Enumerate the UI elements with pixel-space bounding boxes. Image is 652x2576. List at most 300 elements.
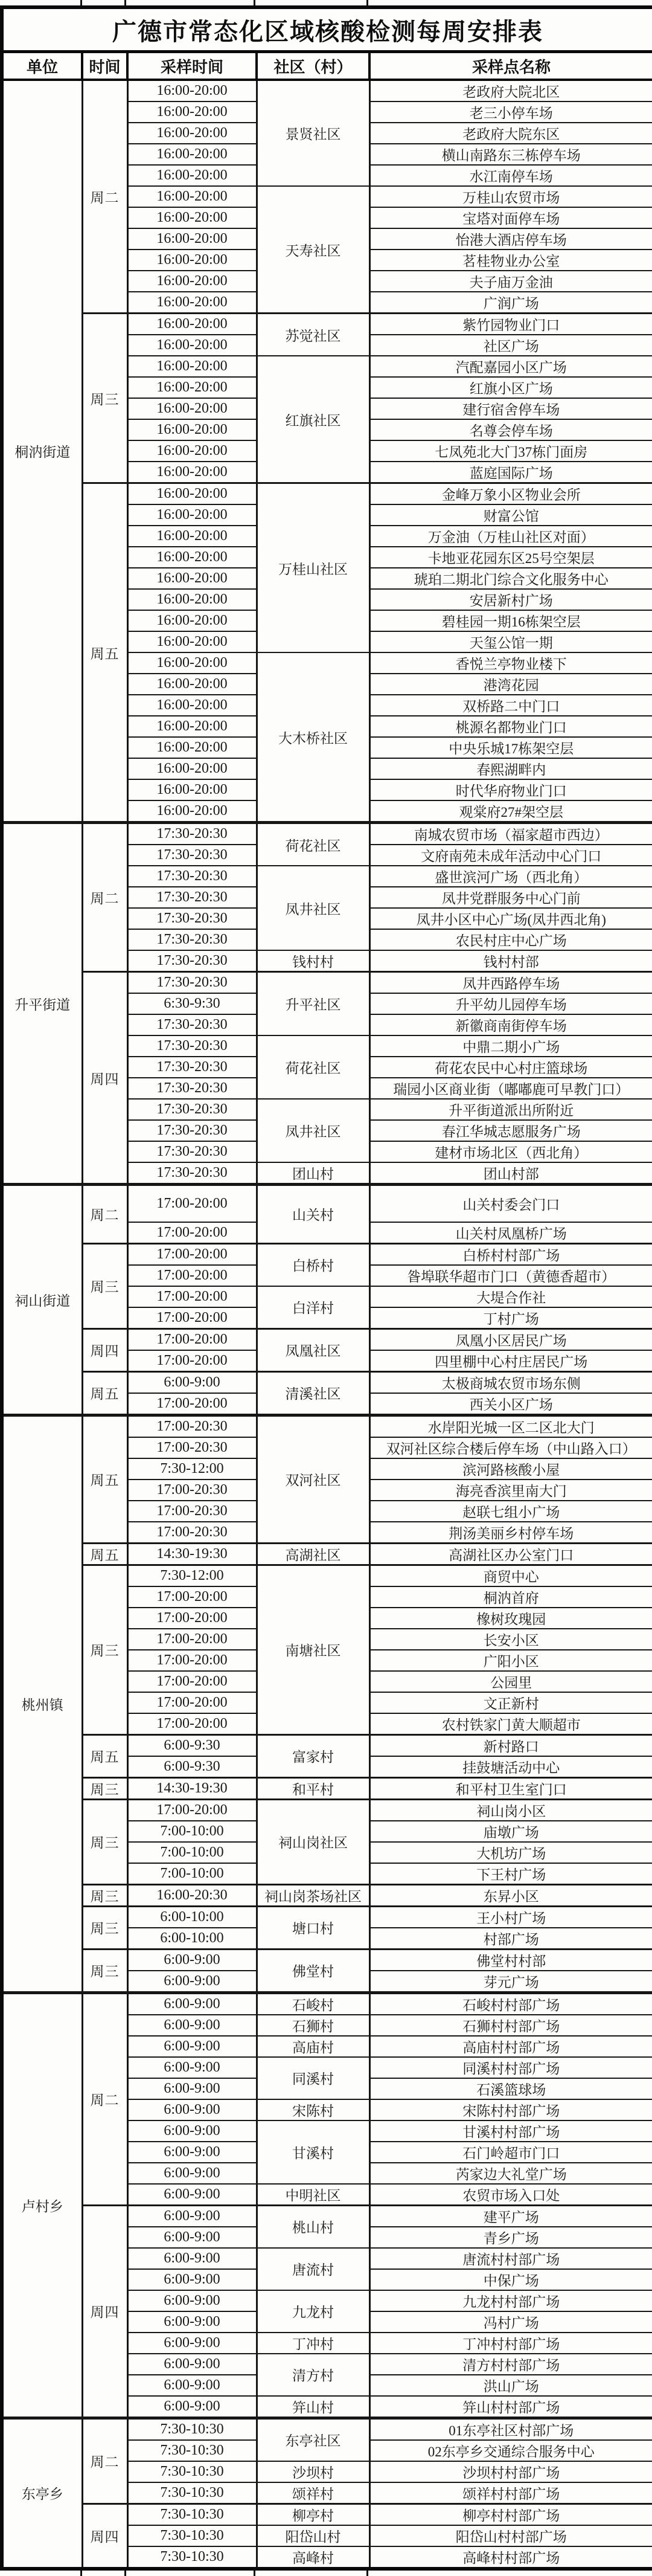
site-name-cell: 时代华府物业门口 [369, 779, 652, 800]
crop-line [80, 2571, 82, 2576]
site-name-cell: 唐流村村部广场 [369, 2248, 652, 2269]
day-cell: 周二 [82, 1992, 127, 2205]
site-name-cell: 宝塔对面停车场 [369, 207, 652, 228]
site-name-cell: 万桂山农贸市场 [369, 186, 652, 207]
site-name-cell: 山关村委会门口 [369, 1185, 652, 1222]
site-name-cell: 万金油（万桂山社区对面） [369, 526, 652, 547]
site-name-cell: 建材市场北区（西北角） [369, 1141, 652, 1162]
site-name-cell: 甘溪村村部广场 [369, 2120, 652, 2142]
site-name-cell: 凤井党群服务中心门前 [369, 887, 652, 908]
day-cell: 周四 [82, 2504, 127, 2569]
community-cell: 甘溪村 [257, 2120, 369, 2184]
sampling-time-cell: 17:00-20:00 [127, 1307, 257, 1329]
site-name-cell: 柳亭村村部广场 [369, 2504, 652, 2525]
sampling-time-cell: 16:00-20:00 [127, 123, 257, 144]
top-crop-remnant [0, 0, 652, 5]
table-row [2, 1734, 652, 1756]
sampling-time-cell: 6:00-9:00 [127, 1992, 257, 2015]
sampling-time-cell: 6:00-9:00 [127, 2269, 257, 2290]
community-cell: 荷花社区 [257, 823, 369, 866]
site-name-cell: 安居新村广场 [369, 589, 652, 610]
sampling-time-cell: 6:00-9:00 [127, 1949, 257, 1971]
site-name-cell: 升平幼儿园停车场 [369, 993, 652, 1014]
community-cell: 宋陈村 [257, 2099, 369, 2120]
sampling-time-cell: 16:00-20:00 [127, 610, 257, 631]
site-name-cell: 沙坝村村部广场 [369, 2461, 652, 2482]
sampling-time-cell: 16:00-20:00 [127, 800, 257, 823]
sampling-time-cell: 17:30-20:30 [127, 1120, 257, 1141]
sampling-time-cell: 7:30-12:00 [127, 1458, 257, 1480]
sampling-time-cell: 17:00-20:00 [127, 1328, 257, 1350]
sampling-time-cell: 16:00-20:00 [127, 250, 257, 271]
table-row [2, 1992, 652, 2015]
sampling-time-cell: 7:00-10:00 [127, 1842, 257, 1863]
community-cell: 万桂山社区 [257, 483, 369, 653]
site-name-cell: 横山南路东三栋停车场 [369, 144, 652, 165]
sampling-time-cell: 17:00-20:30 [127, 1522, 257, 1544]
table-row [2, 1777, 652, 1799]
site-name-cell: 洪山广场 [369, 2375, 652, 2396]
crop-line [254, 2571, 255, 2576]
community-cell: 同溪村 [257, 2057, 369, 2099]
sampling-time-cell: 6:00-9:00 [127, 2163, 257, 2184]
site-name-cell: 建行宿舍停车场 [369, 398, 652, 419]
sampling-time-cell: 6:00-9:00 [127, 2375, 257, 2396]
site-name-cell: 七凤苑北大门37栋门面房 [369, 440, 652, 462]
site-name-cell: 祠山岗小区 [369, 1799, 652, 1821]
crop-line [254, 0, 255, 5]
site-name-cell: 老政府大院北区 [369, 80, 652, 101]
sampling-time-cell: 16:00-20:00 [127, 207, 257, 228]
site-name-cell: 名尊会停车场 [369, 419, 652, 440]
sampling-time-cell: 17:00-20:00 [127, 1243, 257, 1265]
schedule-table [0, 5, 652, 2571]
site-name-cell: 凤井小区中心广场(凤井西北角) [369, 908, 652, 929]
sampling-time-cell: 6:00-9:30 [127, 1756, 257, 1778]
sampling-time-cell: 16:00-20:00 [127, 589, 257, 610]
site-name-cell: 大机坊广场 [369, 1842, 652, 1863]
site-name-cell: 赵联七组小广场 [369, 1501, 652, 1522]
table-row [2, 2418, 652, 2440]
table-row [2, 1799, 652, 1821]
day-cell: 周二 [82, 823, 127, 972]
sampling-time-cell: 16:00-20:00 [127, 674, 257, 695]
sampling-time-cell: 6:00-9:00 [127, 2333, 257, 2354]
day-cell: 周五 [82, 1543, 127, 1565]
site-name-cell: 白桥村村部广场 [369, 1243, 652, 1265]
site-name-cell: 团山村部 [369, 1162, 652, 1185]
community-cell: 唐流村 [257, 2248, 369, 2290]
community-cell: 九龙村 [257, 2290, 369, 2333]
community-cell: 高湖社区 [257, 1543, 369, 1565]
sampling-time-cell: 16:00-20:00 [127, 716, 257, 737]
community-cell: 荷花社区 [257, 1035, 369, 1099]
sampling-time-cell: 7:30-10:30 [127, 2461, 257, 2482]
site-name-cell: 颂祥村村部广场 [369, 2482, 652, 2504]
community-cell: 东亭社区 [257, 2418, 369, 2461]
site-name-cell: 春熙湖畔内 [369, 758, 652, 779]
site-name-cell: 挂鼓塘活动中心 [369, 1756, 652, 1778]
sampling-time-cell: 6:00-9:00 [127, 2120, 257, 2142]
sampling-time-cell: 17:00-20:00 [127, 1629, 257, 1650]
sampling-time-cell: 14:30-19:30 [127, 1777, 257, 1799]
sampling-time-cell: 17:00-20:00 [127, 1265, 257, 1286]
site-name-cell: 海亮香滨里南大门 [369, 1480, 652, 1501]
site-name-cell: 中鼎二期小广场 [369, 1035, 652, 1057]
community-cell: 富家村 [257, 1734, 369, 1777]
sampling-time-cell: 17:00-20:00 [127, 1608, 257, 1629]
table-row [2, 483, 652, 505]
sampling-time-cell: 17:00-20:00 [127, 1713, 257, 1735]
community-cell: 清方村 [257, 2354, 369, 2396]
sampling-time-cell: 6:00-9:00 [127, 2078, 257, 2099]
unit-cell: 卢村乡 [2, 1992, 82, 2418]
sampling-time-cell: 17:00-20:00 [127, 1799, 257, 1821]
sampling-time-cell: 7:30-10:30 [127, 2482, 257, 2504]
unit-cell: 桃州镇 [2, 1415, 82, 1992]
community-cell: 石峻村 [257, 1992, 369, 2015]
day-cell: 周五 [82, 1415, 127, 1543]
sampling-time-cell: 16:00-20:00 [127, 335, 257, 356]
table-row [2, 1185, 652, 1222]
site-name-cell: 社区广场 [369, 335, 652, 356]
site-name-cell: 滨河路核酸小屋 [369, 1458, 652, 1480]
day-cell: 周三 [82, 1906, 127, 1949]
sampling-time-cell: 16:00-20:00 [127, 186, 257, 207]
column-header-0: 单位 [2, 52, 82, 80]
site-name-cell: 九龙村村部广场 [369, 2290, 652, 2311]
site-name-cell: 升平街道派出所附近 [369, 1099, 652, 1120]
community-cell: 柳亭村 [257, 2504, 369, 2525]
table-row [2, 1543, 652, 1565]
sampling-time-cell: 6:00-9:00 [127, 2354, 257, 2375]
site-name-cell: 碧桂园一期16栋架空层 [369, 610, 652, 631]
site-name-cell: 荆汤美丽乡村停车场 [369, 1522, 652, 1544]
sampling-time-cell: 17:00-20:00 [127, 1586, 257, 1608]
sampling-time-cell: 6:00-9:00 [127, 2142, 257, 2163]
site-name-cell: 红旗小区广场 [369, 377, 652, 398]
sampling-time-cell: 17:00-20:00 [127, 1671, 257, 1692]
community-cell: 中明社区 [257, 2184, 369, 2206]
site-name-cell: 钱村村部 [369, 950, 652, 972]
community-cell: 凤井社区 [257, 1099, 369, 1162]
site-name-cell: 中保广场 [369, 2269, 652, 2290]
site-name-cell: 水岸阳光城一区二区北大门 [369, 1415, 652, 1437]
table-row [2, 1328, 652, 1350]
sampling-time-cell: 17:30-20:30 [127, 1078, 257, 1099]
site-name-cell: 公园里 [369, 1671, 652, 1692]
site-name-cell: 老三小停车场 [369, 101, 652, 123]
sampling-time-cell: 16:00-20:00 [127, 737, 257, 758]
sampling-time-cell: 17:00-20:00 [127, 1286, 257, 1307]
site-name-cell: 金峰万象小区物业会所 [369, 483, 652, 505]
column-header-2: 采样时间 [127, 52, 257, 80]
sampling-time-cell: 7:00-10:00 [127, 1821, 257, 1842]
sampling-time-cell: 17:30-20:30 [127, 1162, 257, 1185]
day-cell: 周三 [82, 1884, 127, 1906]
sampling-time-cell: 7:30-10:30 [127, 2440, 257, 2461]
unit-cell: 祠山街道 [2, 1185, 82, 1415]
sampling-time-cell: 16:00-20:00 [127, 440, 257, 462]
site-name-cell: 石狮村村部广场 [369, 2015, 652, 2036]
sampling-time-cell: 17:30-20:30 [127, 908, 257, 929]
sampling-time-cell: 17:30-20:30 [127, 1035, 257, 1057]
sampling-time-cell: 16:00-20:00 [127, 292, 257, 314]
community-cell: 升平社区 [257, 972, 369, 1036]
sampling-time-cell: 17:00-20:00 [127, 1222, 257, 1244]
sampling-time-cell: 16:00-20:00 [127, 377, 257, 398]
site-name-cell: 石门岭超市门口 [369, 2142, 652, 2163]
sampling-time-cell: 16:00-20:00 [127, 314, 257, 335]
sampling-time-cell: 6:00-9:00 [127, 2015, 257, 2036]
sampling-time-cell: 17:00-20:00 [127, 1692, 257, 1713]
table-row [2, 2504, 652, 2525]
site-name-cell: 中央乐城17栋架空层 [369, 737, 652, 758]
site-name-cell: 农民村庄中心广场 [369, 929, 652, 950]
community-cell: 和平村 [257, 1777, 369, 1799]
sampling-time-cell: 16:00-20:00 [127, 228, 257, 250]
sampling-time-cell: 17:00-20:00 [127, 1185, 257, 1222]
site-name-cell: 文正新村 [369, 1692, 652, 1713]
site-name-cell: 商贸中心 [369, 1565, 652, 1586]
sampling-time-cell: 16:00-20:00 [127, 101, 257, 123]
site-name-cell: 和平村卫生室门口 [369, 1777, 652, 1799]
sampling-time-cell: 16:00-20:00 [127, 526, 257, 547]
column-header-row [2, 52, 652, 80]
site-name-cell: 琥珀二期北门综合文化服务中心 [369, 568, 652, 589]
community-cell: 高峰村 [257, 2546, 369, 2569]
sampling-time-cell: 17:30-20:30 [127, 972, 257, 994]
crop-line [80, 0, 82, 5]
table-row [2, 1949, 652, 1971]
site-name-cell: 观棠府27#架空层 [369, 800, 652, 823]
community-cell: 山关村 [257, 1185, 369, 1244]
sampling-time-cell: 6:00-10:00 [127, 1906, 257, 1928]
site-name-cell: 东昇小区 [369, 1884, 652, 1906]
sampling-time-cell: 16:00-20:00 [127, 695, 257, 716]
site-name-cell: 西关小区广场 [369, 1393, 652, 1415]
community-cell: 凤凰社区 [257, 1328, 369, 1371]
site-name-cell: 蓝庭国际广场 [369, 462, 652, 483]
site-name-cell: 高峰村村部广场 [369, 2546, 652, 2569]
site-name-cell: 桃源名都物业门口 [369, 716, 652, 737]
sampling-time-cell: 6:00-9:00 [127, 2248, 257, 2269]
sampling-time-cell: 17:30-20:30 [127, 845, 257, 866]
sampling-time-cell: 17:30-20:30 [127, 950, 257, 972]
table-row [2, 1243, 652, 1265]
day-cell: 周五 [82, 483, 127, 823]
sampling-time-cell: 6:00-9:00 [127, 2057, 257, 2078]
community-cell: 苏觉社区 [257, 314, 369, 356]
table-row [2, 1371, 652, 1393]
day-cell: 周四 [82, 1328, 127, 1371]
sampling-time-cell: 7:00-10:00 [127, 1863, 257, 1885]
site-name-cell: 荷花农民中心村庄篮球场 [369, 1057, 652, 1078]
day-cell: 周三 [82, 1777, 127, 1799]
column-header-1: 时间 [82, 52, 127, 80]
site-name-cell: 老政府大院东区 [369, 123, 652, 144]
site-name-cell: 汽配嘉园小区广场 [369, 356, 652, 377]
sampling-time-cell: 16:00-20:00 [127, 568, 257, 589]
table-row [2, 2205, 652, 2227]
sampling-time-cell: 17:00-20:30 [127, 1480, 257, 1501]
site-name-cell: 凤井西路停车场 [369, 972, 652, 994]
table-row [2, 1884, 652, 1906]
sampling-time-cell: 17:30-20:30 [127, 929, 257, 950]
site-name-cell: 广润广场 [369, 292, 652, 314]
community-cell: 清溪社区 [257, 1371, 369, 1415]
community-cell: 塘口村 [257, 1906, 369, 1949]
sampling-time-cell: 17:00-20:30 [127, 1501, 257, 1522]
site-name-cell: 宋陈村村部广场 [369, 2099, 652, 2120]
sampling-time-cell: 17:00-20:30 [127, 1415, 257, 1437]
day-cell: 周三 [82, 1565, 127, 1734]
crop-line [124, 0, 126, 5]
community-cell: 桃山村 [257, 2205, 369, 2248]
site-name-cell: 广阳小区 [369, 1650, 652, 1671]
community-cell: 白洋村 [257, 1286, 369, 1329]
title-row [2, 7, 652, 52]
site-name-cell: 新村路口 [369, 1734, 652, 1756]
sampling-time-cell: 6:00-9:00 [127, 2099, 257, 2120]
site-name-cell: 02东亭乡交通综合服务中心 [369, 2440, 652, 2461]
sampling-time-cell: 16:00-20:00 [127, 165, 257, 186]
site-name-cell: 水江南停车场 [369, 165, 652, 186]
community-cell: 颂祥村 [257, 2482, 369, 2504]
sampling-time-cell: 6:00-9:00 [127, 2227, 257, 2248]
community-cell: 大木桥社区 [257, 652, 369, 823]
sampling-time-cell: 17:00-20:00 [127, 1350, 257, 1372]
day-cell: 周三 [82, 1243, 127, 1328]
site-name-cell: 香悦兰亭物业楼下 [369, 652, 652, 674]
day-cell: 周四 [82, 972, 127, 1185]
site-name-cell: 佛堂村村部 [369, 1949, 652, 1971]
community-cell: 钱村村 [257, 950, 369, 972]
site-name-cell: 怡港大酒店停车场 [369, 228, 652, 250]
column-header-3: 社区（村） [257, 52, 369, 80]
day-cell: 周二 [82, 80, 127, 314]
table-row [2, 823, 652, 845]
site-name-cell: 石峻村村部广场 [369, 1992, 652, 2015]
site-name-cell: 笄山村村部广场 [369, 2396, 652, 2418]
day-cell: 周四 [82, 2205, 127, 2418]
site-name-cell: 芽元广场 [369, 1971, 652, 1993]
community-cell: 笄山村 [257, 2396, 369, 2418]
site-name-cell: 瑞园小区商业街（嘟嘟鹿可早教门口） [369, 1078, 652, 1099]
table-row [2, 1906, 652, 1928]
community-cell: 佛堂村 [257, 1949, 369, 1992]
day-cell: 周三 [82, 1949, 127, 1992]
unit-cell: 东亭乡 [2, 2418, 82, 2569]
site-name-cell: 财富公馆 [369, 504, 652, 526]
sampling-time-cell: 6:00-9:00 [127, 2184, 257, 2206]
community-cell: 沙坝村 [257, 2461, 369, 2482]
table-row [2, 80, 652, 101]
site-name-cell: 丁村广场 [369, 1307, 652, 1329]
site-name-cell: 大堤合作社 [369, 1286, 652, 1307]
sampling-time-cell: 6:00-9:00 [127, 2396, 257, 2418]
sampling-time-cell: 6:00-9:00 [127, 2205, 257, 2227]
sampling-time-cell: 16:00-20:00 [127, 652, 257, 674]
community-cell: 白桥村 [257, 1243, 369, 1286]
site-name-cell: 新徽商南街停车场 [369, 1014, 652, 1035]
sampling-time-cell: 16:00-20:00 [127, 504, 257, 526]
sampling-time-cell: 6:00-9:00 [127, 2036, 257, 2057]
site-name-cell: 昝埠联华超市门口（黄德香超市） [369, 1265, 652, 1286]
day-cell: 周五 [82, 1371, 127, 1415]
site-name-cell: 下王村广场 [369, 1863, 652, 1885]
sampling-time-cell: 17:30-20:30 [127, 1014, 257, 1035]
crop-line [366, 0, 368, 5]
sampling-time-cell: 17:30-20:30 [127, 1141, 257, 1162]
site-name-cell: 石溪篮球场 [369, 2078, 652, 2099]
page-title: 广德市常态化区域核酸检测每周安排表 [2, 7, 652, 52]
sampling-time-cell: 16:00-20:00 [127, 144, 257, 165]
day-cell: 周三 [82, 314, 127, 483]
site-name-cell: 夫子庙万金油 [369, 271, 652, 292]
column-header-4: 采样点名称 [369, 52, 652, 80]
sampling-time-cell: 16:00-20:00 [127, 758, 257, 779]
site-name-cell: 01东亭社区村部广场 [369, 2418, 652, 2440]
unit-cell: 桐汭街道 [2, 80, 82, 823]
community-cell: 石狮村 [257, 2015, 369, 2036]
sampling-time-cell: 17:00-20:00 [127, 1393, 257, 1415]
site-name-cell: 清方村村部广场 [369, 2354, 652, 2375]
sampling-time-cell: 16:00-20:00 [127, 80, 257, 101]
site-name-cell: 双河社区综合楼后停车场（中山路入口） [369, 1437, 652, 1458]
community-cell: 祠山岗茶场社区 [257, 1884, 369, 1906]
sampling-time-cell: 16:00-20:00 [127, 398, 257, 419]
community-cell: 南塘社区 [257, 1565, 369, 1734]
sampling-time-cell: 17:30-20:30 [127, 1099, 257, 1120]
site-name-cell: 紫竹园物业门口 [369, 314, 652, 335]
unit-cell: 升平街道 [2, 823, 82, 1185]
sampling-time-cell: 16:00-20:00 [127, 356, 257, 377]
community-cell: 祠山岗社区 [257, 1799, 369, 1884]
table-row [2, 314, 652, 335]
crop-line [124, 2571, 126, 2576]
bottom-crop-remnant [0, 2571, 652, 2576]
site-name-cell: 南城农贸市场（福家超市西边） [369, 823, 652, 845]
sampling-time-cell: 16:00-20:00 [127, 419, 257, 440]
site-name-cell: 凤凰小区居民广场 [369, 1328, 652, 1350]
community-cell: 凤井社区 [257, 866, 369, 950]
sampling-time-cell: 16:00-20:00 [127, 271, 257, 292]
community-cell: 景贤社区 [257, 80, 369, 186]
site-name-cell: 卡地亚花园东区25号空架层 [369, 547, 652, 568]
day-cell: 周二 [82, 2418, 127, 2504]
site-name-cell: 建平广场 [369, 2205, 652, 2227]
sampling-time-cell: 7:30-10:30 [127, 2418, 257, 2440]
sampling-time-cell: 7:30-10:30 [127, 2504, 257, 2525]
sampling-time-cell: 6:00-9:30 [127, 1734, 257, 1756]
sampling-time-cell: 6:00-9:00 [127, 1371, 257, 1393]
site-name-cell: 春江华城志愿服务广场 [369, 1120, 652, 1141]
site-name-cell: 盛世滨河广场（西北角） [369, 866, 652, 887]
sampling-time-cell: 17:00-20:30 [127, 1437, 257, 1458]
sampling-time-cell: 16:00-20:00 [127, 547, 257, 568]
site-name-cell: 茗桂物业办公室 [369, 250, 652, 271]
site-name-cell: 太极商城农贸市场东侧 [369, 1371, 652, 1393]
site-name-cell: 四里棚中心村庄居民广场 [369, 1350, 652, 1372]
site-name-cell: 山关村凤凰桥广场 [369, 1222, 652, 1244]
site-name-cell: 高湖社区办公室门口 [369, 1543, 652, 1565]
sampling-time-cell: 16:00-20:00 [127, 462, 257, 483]
sampling-time-cell: 17:30-20:30 [127, 823, 257, 845]
community-cell: 阳岱山村 [257, 2525, 369, 2546]
community-cell: 双河社区 [257, 1415, 369, 1543]
community-cell: 团山村 [257, 1162, 369, 1185]
